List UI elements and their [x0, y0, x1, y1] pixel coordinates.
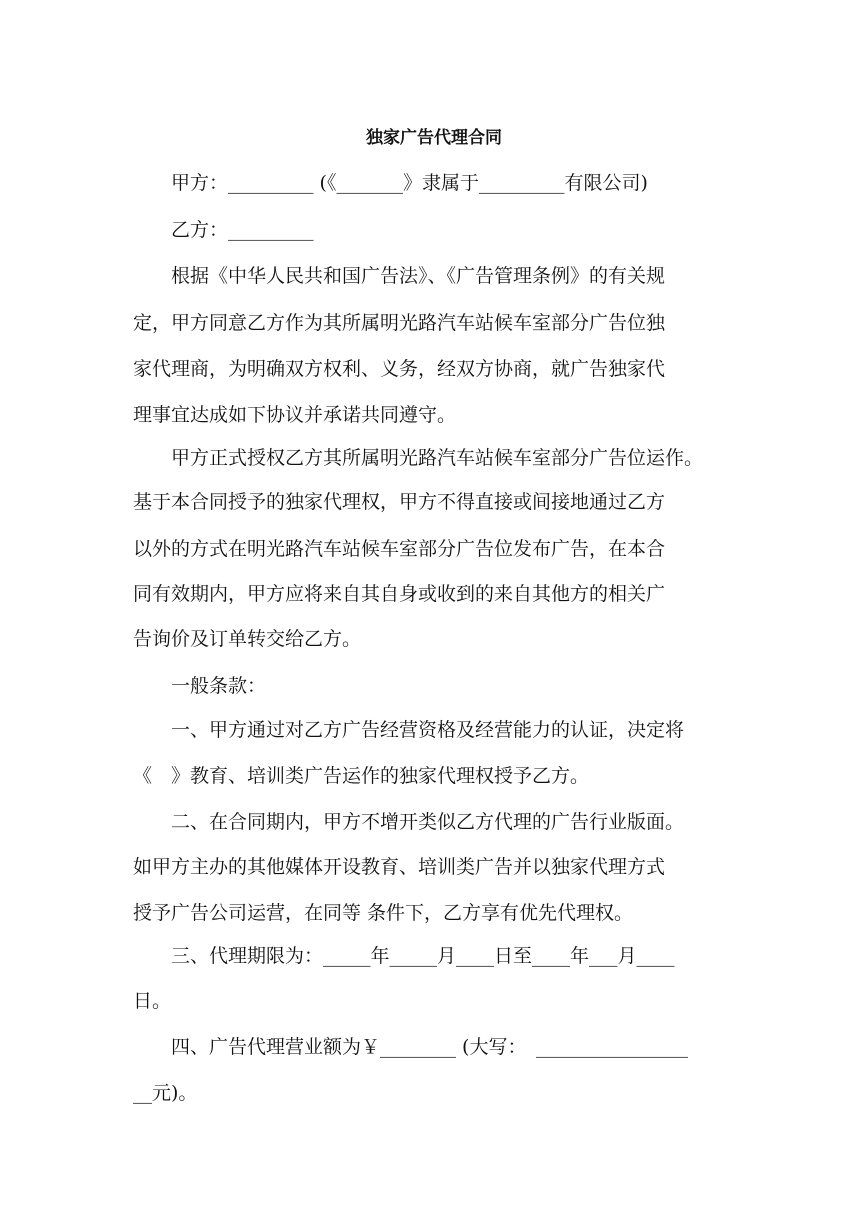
clause-line: 《 》教育、培训类广告运作的独家代理权授予乙方。: [133, 765, 590, 787]
paragraph-line: 根据《中华人民共和国广告法》、《广告管理条例》的有关规: [133, 265, 666, 287]
paragraph-line: 理事宜达成如下协议并承诺共同遵守。: [133, 404, 457, 426]
clause-line: 四、广告代理营业额为￥________ (大写： ________________: [133, 1036, 688, 1058]
paragraph-line: 告询价及订单转交给乙方。: [133, 628, 362, 650]
paragraph-line: 同有效期内，甲方应将来自其自身或收到的来自其他方的相关广: [133, 583, 666, 605]
clause-line: 日。: [133, 990, 172, 1012]
paragraph-line: 以外的方式在明光路汽车站候车室部分广告位发布广告，在本合: [133, 538, 666, 560]
party-b-line: 乙方：_________: [133, 219, 314, 241]
paragraph-line: 基于本合同授予的独家代理权，甲方不得直接或间接地通过乙方: [133, 491, 666, 513]
party-a-line: 甲方：_________ (《_______》隶属于_________有限公司): [133, 172, 648, 194]
paragraph-line: 甲方正式授权乙方其所属明光路汽车站候车室部分广告位运作。: [133, 447, 704, 469]
paragraph-line: 定，甲方同意乙方作为其所属明光路汽车站候车室部分广告位独: [133, 312, 666, 334]
document-title: 独家广告代理合同: [366, 128, 502, 148]
clause-line: 一、甲方通过对乙方广告经营资格及经营能力的认证，决定将: [133, 719, 685, 741]
section-heading: 一般条款：: [133, 675, 267, 697]
paragraph-line: 家代理商，为明确双方权利、义务，经双方协商，就广告独家代: [133, 358, 666, 380]
clause-line: 授予广告公司运营，在同等 条件下，乙方享有优先代理权。: [133, 902, 634, 924]
clause-line: 二、在合同期内，甲方不增开类似乙方代理的广告行业版面。: [133, 811, 685, 833]
clause-line: 三、代理期限为：_____年_____月____日至____年___月____: [133, 945, 675, 967]
clause-line: 如甲方主办的其他媒体开设教育、培训类广告并以独家代理方式: [133, 856, 666, 878]
clause-line: __元)。: [133, 1082, 198, 1104]
